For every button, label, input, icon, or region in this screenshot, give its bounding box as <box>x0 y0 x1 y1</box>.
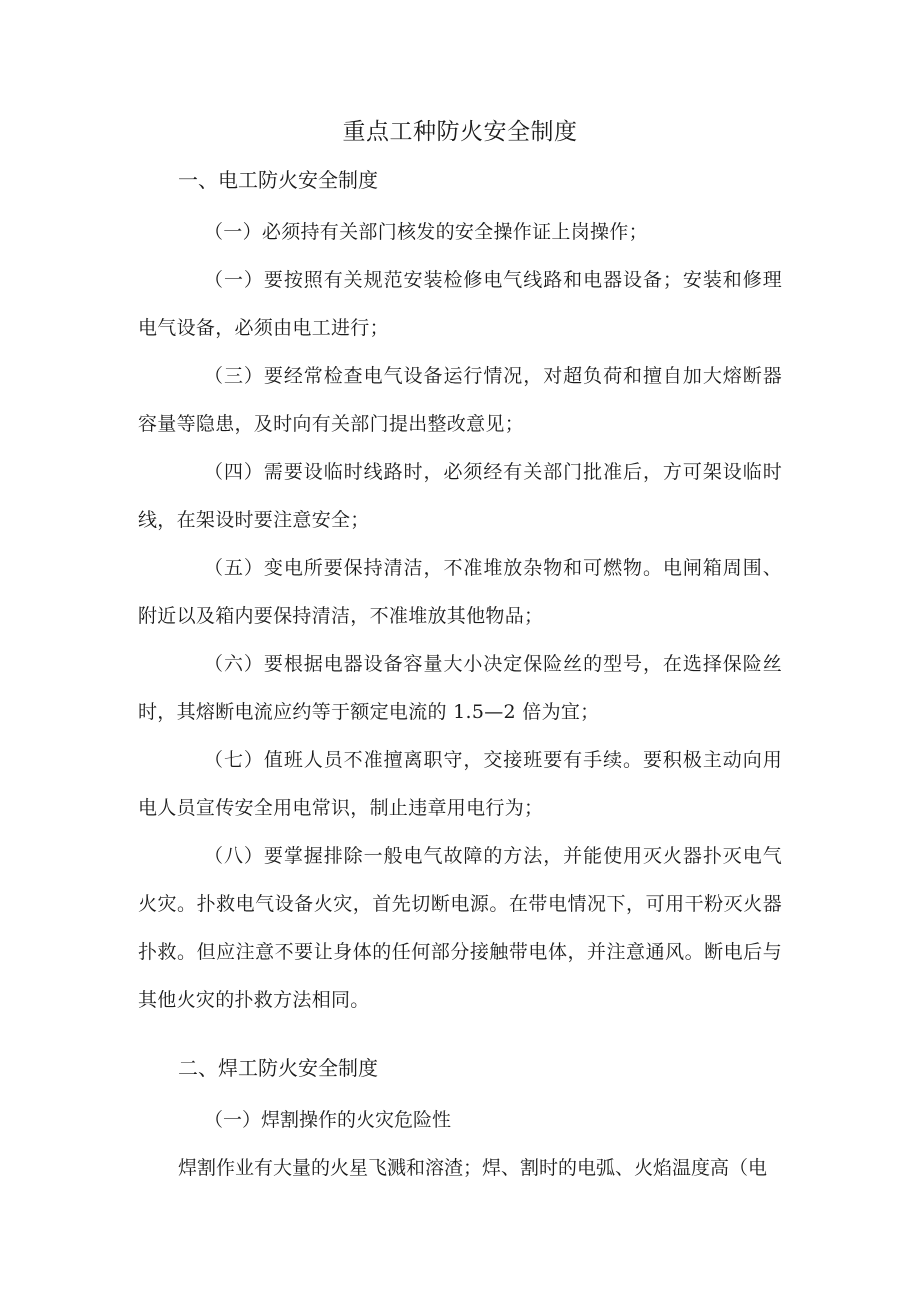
rule-item-4: （四）需要设临时线路时，必须经有关部门批准后，方可架设临时线，在架设时要注意安全； <box>138 461 782 531</box>
rule-item-3: （三）要经常检查电气设备运行情况，对超负荷和擅自加大熔断器容量等隐患，及时向有关部门提出整改意见； <box>138 365 782 435</box>
subsection-heading-fire-hazard: （一）焊割操作的火灾危险性 <box>204 1109 452 1131</box>
rule-item-6: （六）要根据电器设备容量大小决定保险丝的型号，在选择保险丝时，其熔断电流应约等于额定电流的 1.5—2 倍为宜； <box>138 653 782 723</box>
section-heading-electrician: 一、电工防火安全制度 <box>178 168 378 192</box>
welding-body-text: 焊割作业有大量的火星飞溅和溶渣；焊、割时的电弧、火焰温度高（电 <box>178 1157 768 1179</box>
rule-item-2: （一）要按照有关规范安装检修电气线路和电器设备；安装和修理电气设备，必须由电工进行； <box>138 269 782 339</box>
rule-item-7: （七）值班人员不准擅离职守，交接班要有手续。要积极主动向用电人员宣传安全用电常识，制止违章用电行为； <box>138 749 782 819</box>
rule-item-1: （一）必须持有关部门核发的安全操作证上岗操作； <box>204 221 648 243</box>
rule-item-8: （八）要掌握排除一般电气故障的方法，并能使用灭火器扑灭电气火灾。扑救电气设备火灾，首先切断电源。在带电情况下，可用干粉灭火器扑救。但应注意不要让身体的任何部分接触带电体，并注意通风。断电后与其他火灾的扑救方法相同。 <box>138 845 782 1011</box>
rule-item-5: （五）变电所要保持清洁，不准堆放杂物和可燃物。电闸箱周围、附近以及箱内要保持清洁，不准堆放其他物品； <box>138 557 782 627</box>
document-title: 重点工种防火安全制度 <box>342 119 578 145</box>
section-heading-welder: 二、焊工防火安全制度 <box>178 1056 378 1080</box>
